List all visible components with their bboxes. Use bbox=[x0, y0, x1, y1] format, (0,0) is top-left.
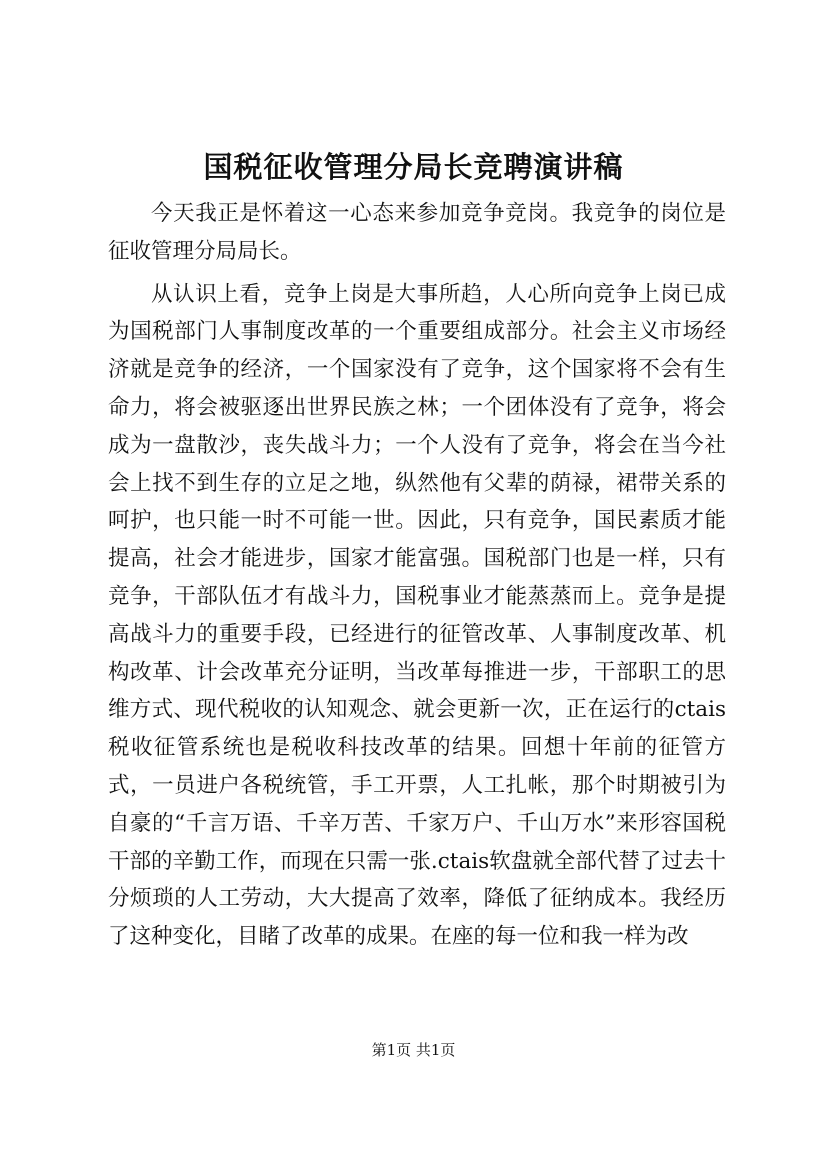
page-footer: 第1页 共1页 bbox=[371, 1041, 456, 1059]
paragraph-intro: 今天我正是怀着这一心态来参加竞争竞岗。我竞争的岗位是征收管理分局局长。 bbox=[108, 201, 726, 264]
paragraph-main: 从认识上看，竞争上岗是大事所趋，人心所向竞争上岗已成为国税部门人事制度改革的一个重要组成部分。社会主义市场经济就是竞争的经济，一个国家没有了竞争，这个国家将不会有生命力，将会被驱逐出世界民族之林；一个团体没有了竞争，将会成为一盘散沙，丧失战斗力；一个人没有了竞争，将会在当今社会上找不到生存的立足之地，纵然他有父辈的荫禄，裙带关系的呵护，也只能一时不可能一世。因此，只有竞争，国民素质才能提高，社会才能进步，国家才能富强。国税部门也是一样，只有竞争，干部队伍才有战斗力，国税事业才能蒸蒸而上。竞争是提高战斗力的重要手段，已经进行的征管改革、人事制度改革、机构改革、计会改革充分证明，当改革每推进一步，干部职工的思维方式、现代税收的认知观念、就会更新一次，正在运行的ctais税收征管系统也是税收科技改革的结果。回想十年前的征管方式，一员进户各税统管，手工开票，人工扎帐，那个时期被引为自豪的“千言万语、千辛万苦、千家万户、千山万水”来形容国税干部的辛勤工作，而现在只需一张.ctais软盘就全部代替了过去十分烦琐的人工劳动，大大提高了效率，降低了征纳成本。我经历了这种变化，目睹了改革的成果。在座的每一位和我一样为改 bbox=[108, 281, 726, 950]
document-title: 国税征收管理分局长竞聘演讲稿 bbox=[203, 150, 624, 184]
document-body bbox=[108, 195, 726, 961]
